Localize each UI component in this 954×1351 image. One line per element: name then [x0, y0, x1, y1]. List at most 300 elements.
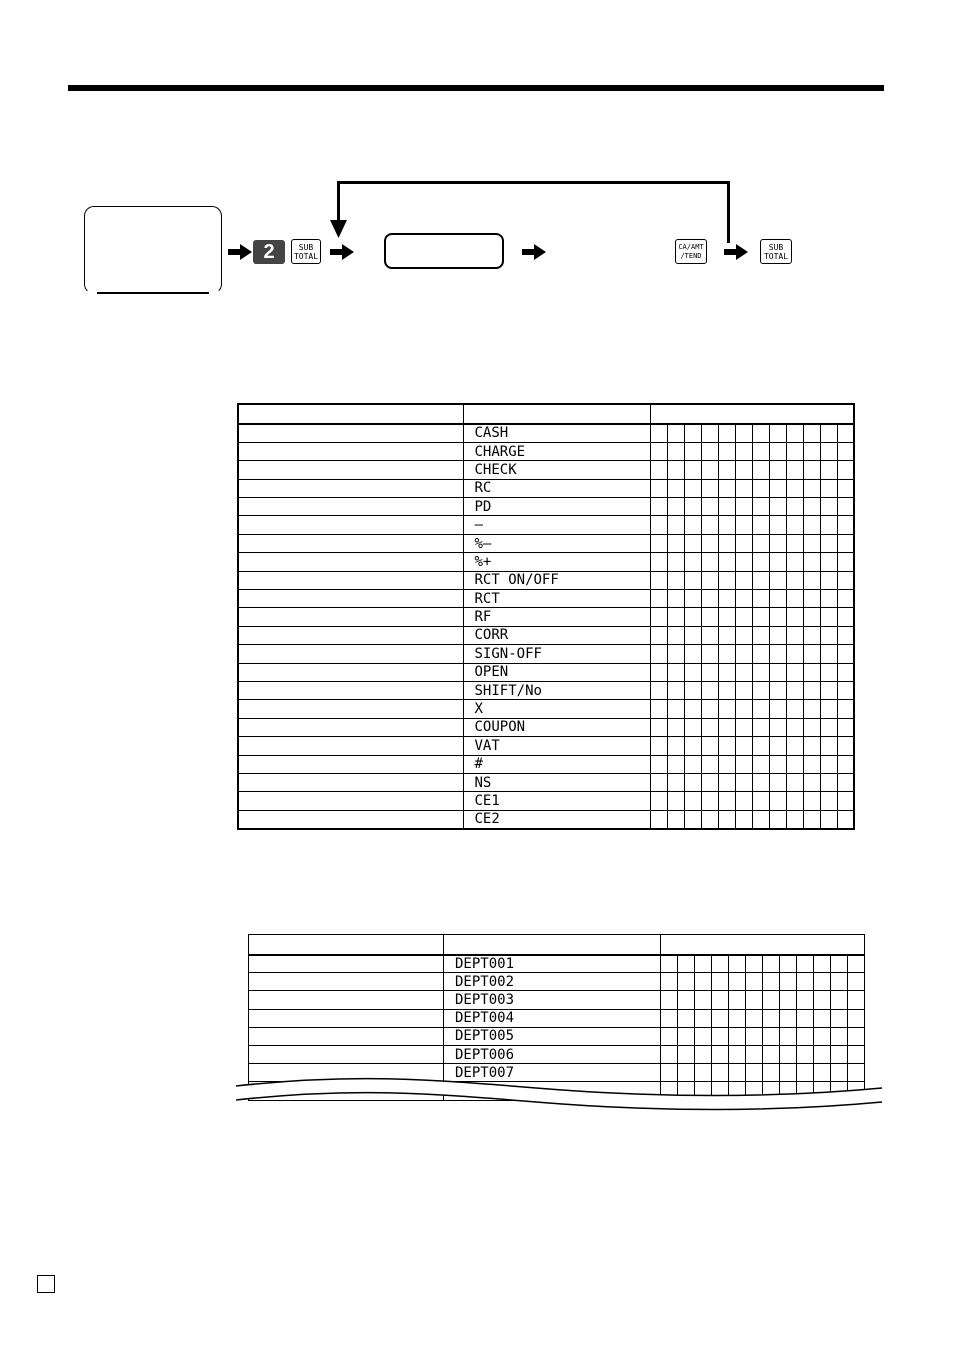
descriptor-cell: CHARGE [463, 442, 650, 460]
character-cell [667, 645, 684, 663]
character-cell [684, 534, 701, 552]
character-cell [650, 718, 667, 736]
character-cell [661, 1009, 678, 1027]
character-cell [752, 792, 769, 810]
character-cell [797, 1045, 814, 1063]
character-cell [803, 442, 820, 460]
character-cell [701, 442, 718, 460]
character-cell [684, 498, 701, 516]
character-cell [837, 645, 854, 663]
key-label-line2: TOTAL [293, 251, 319, 261]
table-row [249, 955, 865, 973]
character-cell [678, 991, 695, 1009]
character-cell [780, 1045, 797, 1063]
character-cell [729, 955, 746, 973]
character-cell [769, 773, 786, 791]
character-cell [667, 498, 684, 516]
character-cell [769, 626, 786, 644]
character-cell [803, 608, 820, 626]
key-label-line1: CA/AMT [678, 242, 704, 251]
table-row [238, 681, 854, 699]
header-cell [661, 935, 865, 955]
character-cell [803, 498, 820, 516]
character-cell [752, 590, 769, 608]
character-cell [752, 479, 769, 497]
table-row [238, 792, 854, 810]
character-cell [837, 810, 854, 828]
character-cell [712, 1009, 729, 1027]
character-cell [786, 792, 803, 810]
character-cell [701, 626, 718, 644]
descriptor-cell: X [463, 700, 650, 718]
character-cell [820, 553, 837, 571]
function-cell [249, 991, 444, 1009]
character-cell [684, 516, 701, 534]
table-row [238, 773, 854, 791]
character-cell [735, 516, 752, 534]
character-cell [769, 498, 786, 516]
character-cell [803, 479, 820, 497]
character-cell [820, 516, 837, 534]
character-cell [837, 553, 854, 571]
function-cell [238, 718, 463, 736]
function-cell [238, 755, 463, 773]
character-cell [678, 955, 695, 973]
character-cell [746, 955, 763, 973]
character-cell [837, 571, 854, 589]
character-cell [769, 700, 786, 718]
character-cell [735, 534, 752, 552]
character-cell [712, 991, 729, 1009]
character-cell [803, 681, 820, 699]
table-row [238, 810, 854, 828]
table-row [238, 479, 854, 497]
character-cell [786, 645, 803, 663]
character-cell [701, 663, 718, 681]
table-row [238, 534, 854, 552]
table-row [238, 553, 854, 571]
character-cell [797, 1027, 814, 1045]
character-cell [684, 792, 701, 810]
character-cell [650, 590, 667, 608]
subtotal-key[interactable] [760, 239, 792, 264]
character-cell [735, 479, 752, 497]
descriptor-cell: NS [463, 773, 650, 791]
character-cell [803, 663, 820, 681]
character-cell [695, 991, 712, 1009]
character-cell [684, 718, 701, 736]
character-cell [769, 755, 786, 773]
character-cell [837, 718, 854, 736]
table-row [249, 973, 865, 991]
character-cell [769, 534, 786, 552]
function-cell [238, 442, 463, 460]
character-cell [786, 424, 803, 442]
character-cell [820, 608, 837, 626]
character-cell [820, 626, 837, 644]
character-cell [678, 1009, 695, 1027]
character-cell [763, 973, 780, 991]
character-cell [814, 1009, 831, 1027]
character-cell [735, 645, 752, 663]
function-cell [238, 681, 463, 699]
character-cell [752, 424, 769, 442]
character-cell [712, 973, 729, 991]
function-cell [249, 973, 444, 991]
character-cell [786, 498, 803, 516]
character-cell [718, 773, 735, 791]
character-cell [786, 608, 803, 626]
character-cell [803, 737, 820, 755]
descriptor-cell: RCT [463, 590, 650, 608]
function-cell [238, 663, 463, 681]
descriptor-cell: OPEN [463, 663, 650, 681]
character-cell [661, 1027, 678, 1045]
character-cell [718, 810, 735, 828]
character-cell [814, 1045, 831, 1063]
table-row [238, 424, 854, 442]
character-cell [769, 442, 786, 460]
character-cell [769, 571, 786, 589]
character-cell [735, 737, 752, 755]
character-cell [786, 571, 803, 589]
character-cell [667, 571, 684, 589]
descriptor-cell: DEPT006 [444, 1045, 661, 1063]
character-cell [650, 773, 667, 791]
character-cell [786, 479, 803, 497]
character-cell [803, 534, 820, 552]
character-cell [786, 626, 803, 644]
character-cell [763, 1045, 780, 1063]
descriptor-cell: %+ [463, 553, 650, 571]
character-cell [650, 755, 667, 773]
character-cell [667, 442, 684, 460]
descriptor-cell: %– [463, 534, 650, 552]
character-cell [718, 424, 735, 442]
function-cell [238, 810, 463, 828]
character-cell [735, 792, 752, 810]
mode-switch-box [84, 206, 222, 294]
character-cell [684, 663, 701, 681]
character-cell [678, 1027, 695, 1045]
top-rule [68, 85, 884, 91]
character-cell [735, 442, 752, 460]
character-cell [820, 571, 837, 589]
character-cell [718, 608, 735, 626]
character-cell [701, 479, 718, 497]
character-cell [769, 792, 786, 810]
character-cell [701, 700, 718, 718]
character-cell [718, 442, 735, 460]
character-cell [718, 737, 735, 755]
character-cell [752, 681, 769, 699]
table-row [238, 590, 854, 608]
character-cell [712, 1045, 729, 1063]
character-cell [718, 516, 735, 534]
character-cell [820, 810, 837, 828]
character-cell [667, 461, 684, 479]
character-cell [769, 737, 786, 755]
character-cell [701, 461, 718, 479]
arrow-right-icon [522, 244, 546, 260]
character-cell [735, 571, 752, 589]
character-cell [650, 810, 667, 828]
character-cell [820, 590, 837, 608]
character-cell [752, 571, 769, 589]
character-cell [746, 973, 763, 991]
character-cell [661, 955, 678, 973]
table-row [238, 498, 854, 516]
table-row [249, 1027, 865, 1045]
character-cell [786, 553, 803, 571]
character-cell [820, 718, 837, 736]
character-cell [667, 737, 684, 755]
character-cell [684, 645, 701, 663]
character-cell [701, 773, 718, 791]
ca-amt-tend-key[interactable] [675, 239, 707, 264]
character-cell [735, 461, 752, 479]
function-cell [238, 571, 463, 589]
descriptor-cell: DEPT002 [444, 973, 661, 991]
character-cell [667, 424, 684, 442]
character-cell [803, 792, 820, 810]
header-cell [650, 404, 854, 424]
character-cell [650, 626, 667, 644]
character-cell [797, 1009, 814, 1027]
character-cell [718, 571, 735, 589]
character-cell [735, 590, 752, 608]
character-cell [650, 645, 667, 663]
character-cell [848, 955, 865, 973]
character-cell [712, 955, 729, 973]
page-marker-box [37, 1275, 55, 1293]
character-cell [752, 553, 769, 571]
table-row [238, 645, 854, 663]
character-cell [803, 590, 820, 608]
character-cell [718, 626, 735, 644]
arrow-right-icon [330, 244, 354, 260]
character-cell [769, 681, 786, 699]
descriptor-cell: VAT [463, 737, 650, 755]
character-cell [803, 773, 820, 791]
character-cell [803, 553, 820, 571]
descriptor-cell: DEPT005 [444, 1027, 661, 1045]
character-cell [752, 718, 769, 736]
character-cell [735, 498, 752, 516]
character-cell [729, 1009, 746, 1027]
character-cell [718, 792, 735, 810]
character-cell [752, 737, 769, 755]
character-cell [803, 516, 820, 534]
function-cell [249, 1045, 444, 1063]
descriptor-cell: DEPT001 [444, 955, 661, 973]
character-cell [837, 479, 854, 497]
character-cell [667, 773, 684, 791]
character-cell [803, 810, 820, 828]
character-cell [837, 663, 854, 681]
character-cell [786, 442, 803, 460]
character-cell [718, 461, 735, 479]
key-label-line2: /TEND [680, 251, 702, 260]
character-cell [667, 590, 684, 608]
table-header-row [249, 935, 865, 955]
descriptor-cell: CE2 [463, 810, 650, 828]
key-label-line1: SUB [298, 242, 314, 252]
arrow-right-icon [724, 244, 748, 260]
character-cell [837, 626, 854, 644]
character-cell [701, 553, 718, 571]
character-cell [752, 773, 769, 791]
character-cell [701, 571, 718, 589]
descriptor-cell: DEPT004 [444, 1009, 661, 1027]
character-cell [667, 663, 684, 681]
numeric-key-2[interactable]: 2 [253, 240, 285, 264]
character-cell [769, 516, 786, 534]
character-cell [752, 442, 769, 460]
character-cell [769, 424, 786, 442]
function-cell [238, 608, 463, 626]
character-cell [769, 553, 786, 571]
character-cell [769, 590, 786, 608]
character-cell [684, 700, 701, 718]
function-cell [238, 424, 463, 442]
character-cell [780, 973, 797, 991]
character-cell [746, 1027, 763, 1045]
character-cell [797, 991, 814, 1009]
character-cell [831, 1009, 848, 1027]
loop-line-right [727, 181, 730, 243]
character-cell [780, 1009, 797, 1027]
character-cell [803, 645, 820, 663]
character-cell [695, 1045, 712, 1063]
character-cell [786, 590, 803, 608]
character-cell [712, 1027, 729, 1045]
character-cell [650, 571, 667, 589]
character-cell [695, 955, 712, 973]
descriptor-cell: DEPT003 [444, 991, 661, 1009]
table-header-row [238, 404, 854, 424]
table-row [238, 755, 854, 773]
character-cell [820, 737, 837, 755]
character-cell [684, 479, 701, 497]
character-cell [769, 718, 786, 736]
character-cell [837, 461, 854, 479]
function-cell [238, 498, 463, 516]
character-cell [718, 553, 735, 571]
character-cell [803, 571, 820, 589]
character-cell [820, 498, 837, 516]
character-cell [701, 590, 718, 608]
character-cell [735, 681, 752, 699]
character-cell [735, 553, 752, 571]
character-cell [667, 718, 684, 736]
character-cell [814, 973, 831, 991]
character-cell [667, 755, 684, 773]
character-cell [718, 681, 735, 699]
table-row [238, 626, 854, 644]
character-cell [701, 424, 718, 442]
character-cell [695, 1027, 712, 1045]
character-cell [786, 810, 803, 828]
character-cell [650, 498, 667, 516]
character-cell [763, 955, 780, 973]
character-cell [831, 1027, 848, 1045]
character-cell [837, 755, 854, 773]
character-cell [763, 1027, 780, 1045]
character-cell [820, 424, 837, 442]
character-cell [735, 755, 752, 773]
character-cell [848, 1027, 865, 1045]
character-cell [650, 534, 667, 552]
character-cell [831, 1045, 848, 1063]
character-cell [695, 973, 712, 991]
character-cell [701, 755, 718, 773]
character-cell [786, 773, 803, 791]
character-cell [746, 991, 763, 1009]
character-cell [746, 1045, 763, 1063]
character-cell [650, 737, 667, 755]
character-cell [729, 1027, 746, 1045]
character-cell [780, 991, 797, 1009]
character-cell [820, 792, 837, 810]
subtotal-key[interactable] [291, 239, 321, 264]
function-cell [238, 792, 463, 810]
character-cell [820, 773, 837, 791]
descriptor-cell: CASH [463, 424, 650, 442]
key-label-line1: SUB [768, 242, 784, 252]
character-cell [718, 479, 735, 497]
character-cell [701, 516, 718, 534]
character-cell [718, 700, 735, 718]
character-cell [837, 608, 854, 626]
arrow-right-icon [228, 244, 252, 260]
character-cell [837, 681, 854, 699]
character-cell [803, 755, 820, 773]
descriptor-cell: PD [463, 498, 650, 516]
loop-line-top [337, 181, 730, 184]
character-cell [729, 1045, 746, 1063]
character-cell [763, 1009, 780, 1027]
character-cell [729, 991, 746, 1009]
table-row [238, 737, 854, 755]
character-cell [837, 534, 854, 552]
character-cell [650, 479, 667, 497]
character-cell [803, 461, 820, 479]
function-cell [238, 645, 463, 663]
character-cell [797, 973, 814, 991]
descriptor-cell: CE1 [463, 792, 650, 810]
character-cell [667, 534, 684, 552]
character-cell [831, 955, 848, 973]
character-cell [831, 973, 848, 991]
character-cell [667, 516, 684, 534]
header-cell [238, 404, 463, 424]
character-cell [684, 755, 701, 773]
descriptor-cell: RF [463, 608, 650, 626]
function-cell [238, 590, 463, 608]
character-cell [718, 663, 735, 681]
table-row [238, 442, 854, 460]
header-cell [463, 404, 650, 424]
descriptor-cell: # [463, 755, 650, 773]
character-cell [667, 626, 684, 644]
character-cell [718, 534, 735, 552]
descriptor-cell: RCT ON/OFF [463, 571, 650, 589]
character-cell [695, 1009, 712, 1027]
character-cell [735, 700, 752, 718]
descriptor-cell: – [463, 516, 650, 534]
character-cell [820, 461, 837, 479]
